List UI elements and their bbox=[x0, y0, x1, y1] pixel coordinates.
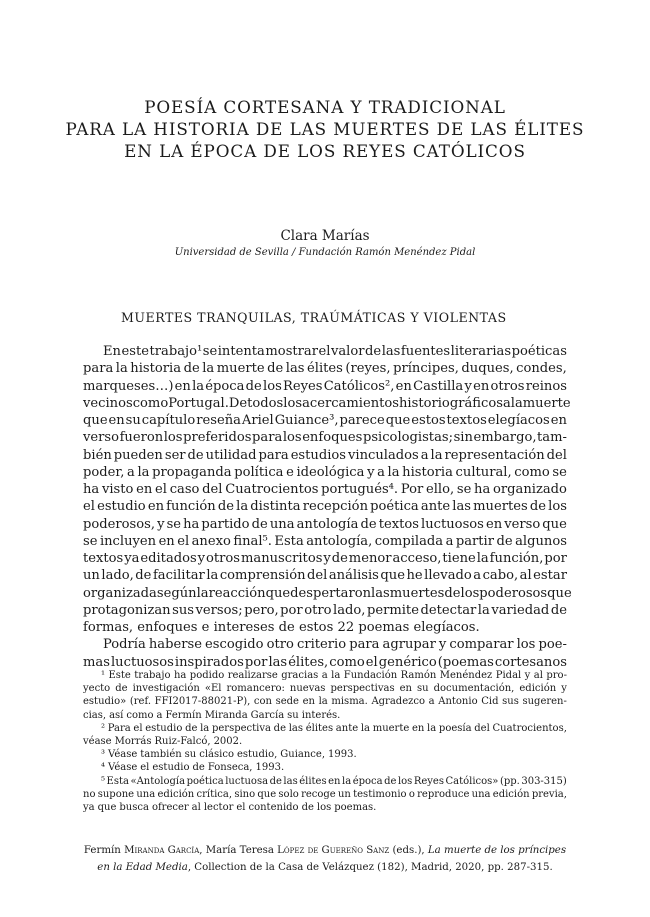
citation-footer bbox=[0, 842, 650, 876]
author-name: Clara Marías bbox=[280, 228, 370, 244]
body-line: mas luctuosos inspirados por las élites, como el genérico (poemas cortesanos bbox=[83, 654, 567, 670]
footnote-line: véase Morrás Ruiz-Falcó, 2002. bbox=[83, 735, 243, 747]
body-line: marqueses…) en la época de los Reyes Católicos², en Castilla y en otros reinos bbox=[83, 378, 567, 394]
article-title bbox=[0, 96, 650, 162]
body-line: formas, enfoques e intereses de estos 22 poemas elegíacos. bbox=[83, 620, 480, 635]
footnote-line: ⁴ Véase el estudio de Fonseca, 1993. bbox=[101, 762, 285, 774]
body-line: textos ya editados y otros manuscritos y de menor acceso, tiene la función, por bbox=[83, 551, 567, 566]
body-line: bién pueden ser de utilidad para estudios vinculados a la representación del bbox=[83, 447, 567, 463]
footnote-line: ³ Véase también su clásico estudio, Guiance, 1993. bbox=[101, 749, 357, 761]
footnote-line: yecto de investigación «El romancero: nuevas perspectivas en su documentación, edición y bbox=[83, 683, 567, 695]
footnote-line: no supone una edición crítica, sino que solo recoge un testimonio o reproduce una edición previa, bbox=[83, 788, 567, 800]
footnote-line: ¹ Este trabajo ha podido realizarse gracias a la Fundación Ramón Menéndez Pidal y al pro- bbox=[101, 670, 567, 681]
footnote-line: cias, así como a Fermín Miranda García su interés. bbox=[83, 709, 341, 721]
body-line: el estudio en función de la distinta recepción poética ante las muertes de los bbox=[83, 499, 567, 515]
body-text bbox=[83, 343, 572, 671]
section-heading: MUERTES TRANQUILAS, TRAÚMÁTICAS Y VIOLENTAS bbox=[121, 310, 507, 325]
body-line: En este trabajo¹ se intenta mostrar el valor de las fuentes literarias poéticas bbox=[103, 344, 567, 359]
body-line: un lado, de facilitar la comprensión del análisis que he llevado a cabo, al estar bbox=[83, 568, 567, 584]
body-line: protagonizan sus versos; pero, por otro lado, permite detectar la variedad de bbox=[83, 602, 567, 618]
body-line: Podría haberse escogido otro criterio para agrupar y comparar los poe- bbox=[103, 637, 567, 653]
body-line: ha visto en el caso del Cuatrocientos portugués⁴. Por ello, se ha organizado bbox=[83, 482, 567, 497]
citation-line-1: Fermín Miranda García, María Teresa López de Guereño Sanz (eds.), La muerte de los príncipes bbox=[83, 845, 567, 856]
body-line: poder, a la propaganda política e ideológica y a la historia cultural, como se bbox=[83, 464, 567, 480]
body-line: poderosos, y se ha partido de una antología de textos luctuosos en verso que bbox=[83, 516, 567, 532]
title-line-2: PARA LA HISTORIA DE LAS MUERTES DE LAS ÉLITES bbox=[65, 119, 585, 139]
body-line: que en su capítulo reseña Ariel Guiance³, parece que estos textos elegíacos en bbox=[83, 413, 567, 428]
body-line: vecinos como Portugal. De todos los acercamientos historiográficos a la muerte bbox=[83, 395, 571, 411]
footnote-line: ⁵ Esta «Antología poética luctuosa de las élites en la época de los Reyes Católicos» (pp. 303-315) bbox=[101, 775, 567, 787]
footnote-line: estudio» (ref. FFI2017-88021-P), con sede en la misma. Agradezco a Antonio Cid sus sugeren- bbox=[83, 696, 567, 708]
title-line-3: EN LA ÉPOCA DE LOS REYES CATÓLICOS bbox=[124, 141, 526, 161]
body-line: verso fueron los preferidos para los enfoques psicologistas; sin embargo, tam- bbox=[83, 430, 567, 446]
body-line: organizada según la reacción que despertaron las muertes de los poderosos que bbox=[83, 585, 572, 601]
citation-line-2: en la Edad Media, Collection de la Casa de Velázquez (182), Madrid, 2020, pp. 287-315. bbox=[97, 862, 553, 873]
body-line: se incluyen en el anexo final⁵. Esta antología, compilada a partir de algunos bbox=[83, 533, 567, 549]
body-line: para la historia de la muerte de las élites (reyes, príncipes, duques, condes, bbox=[83, 361, 567, 377]
footnote-line: ya que busca ofrecer al lector el contenido de los poemas. bbox=[83, 801, 377, 813]
title-line-1: POESÍA CORTESANA Y TRADICIONAL bbox=[144, 97, 506, 117]
footnotes bbox=[83, 669, 567, 814]
author-affiliation: Universidad de Sevilla / Fundación Ramón Menéndez Pidal bbox=[174, 247, 476, 258]
footnote-line: ² Para el estudio de la perspectiva de las élites ante la muerte en la poesía del Cuatrocientos, bbox=[101, 722, 567, 734]
